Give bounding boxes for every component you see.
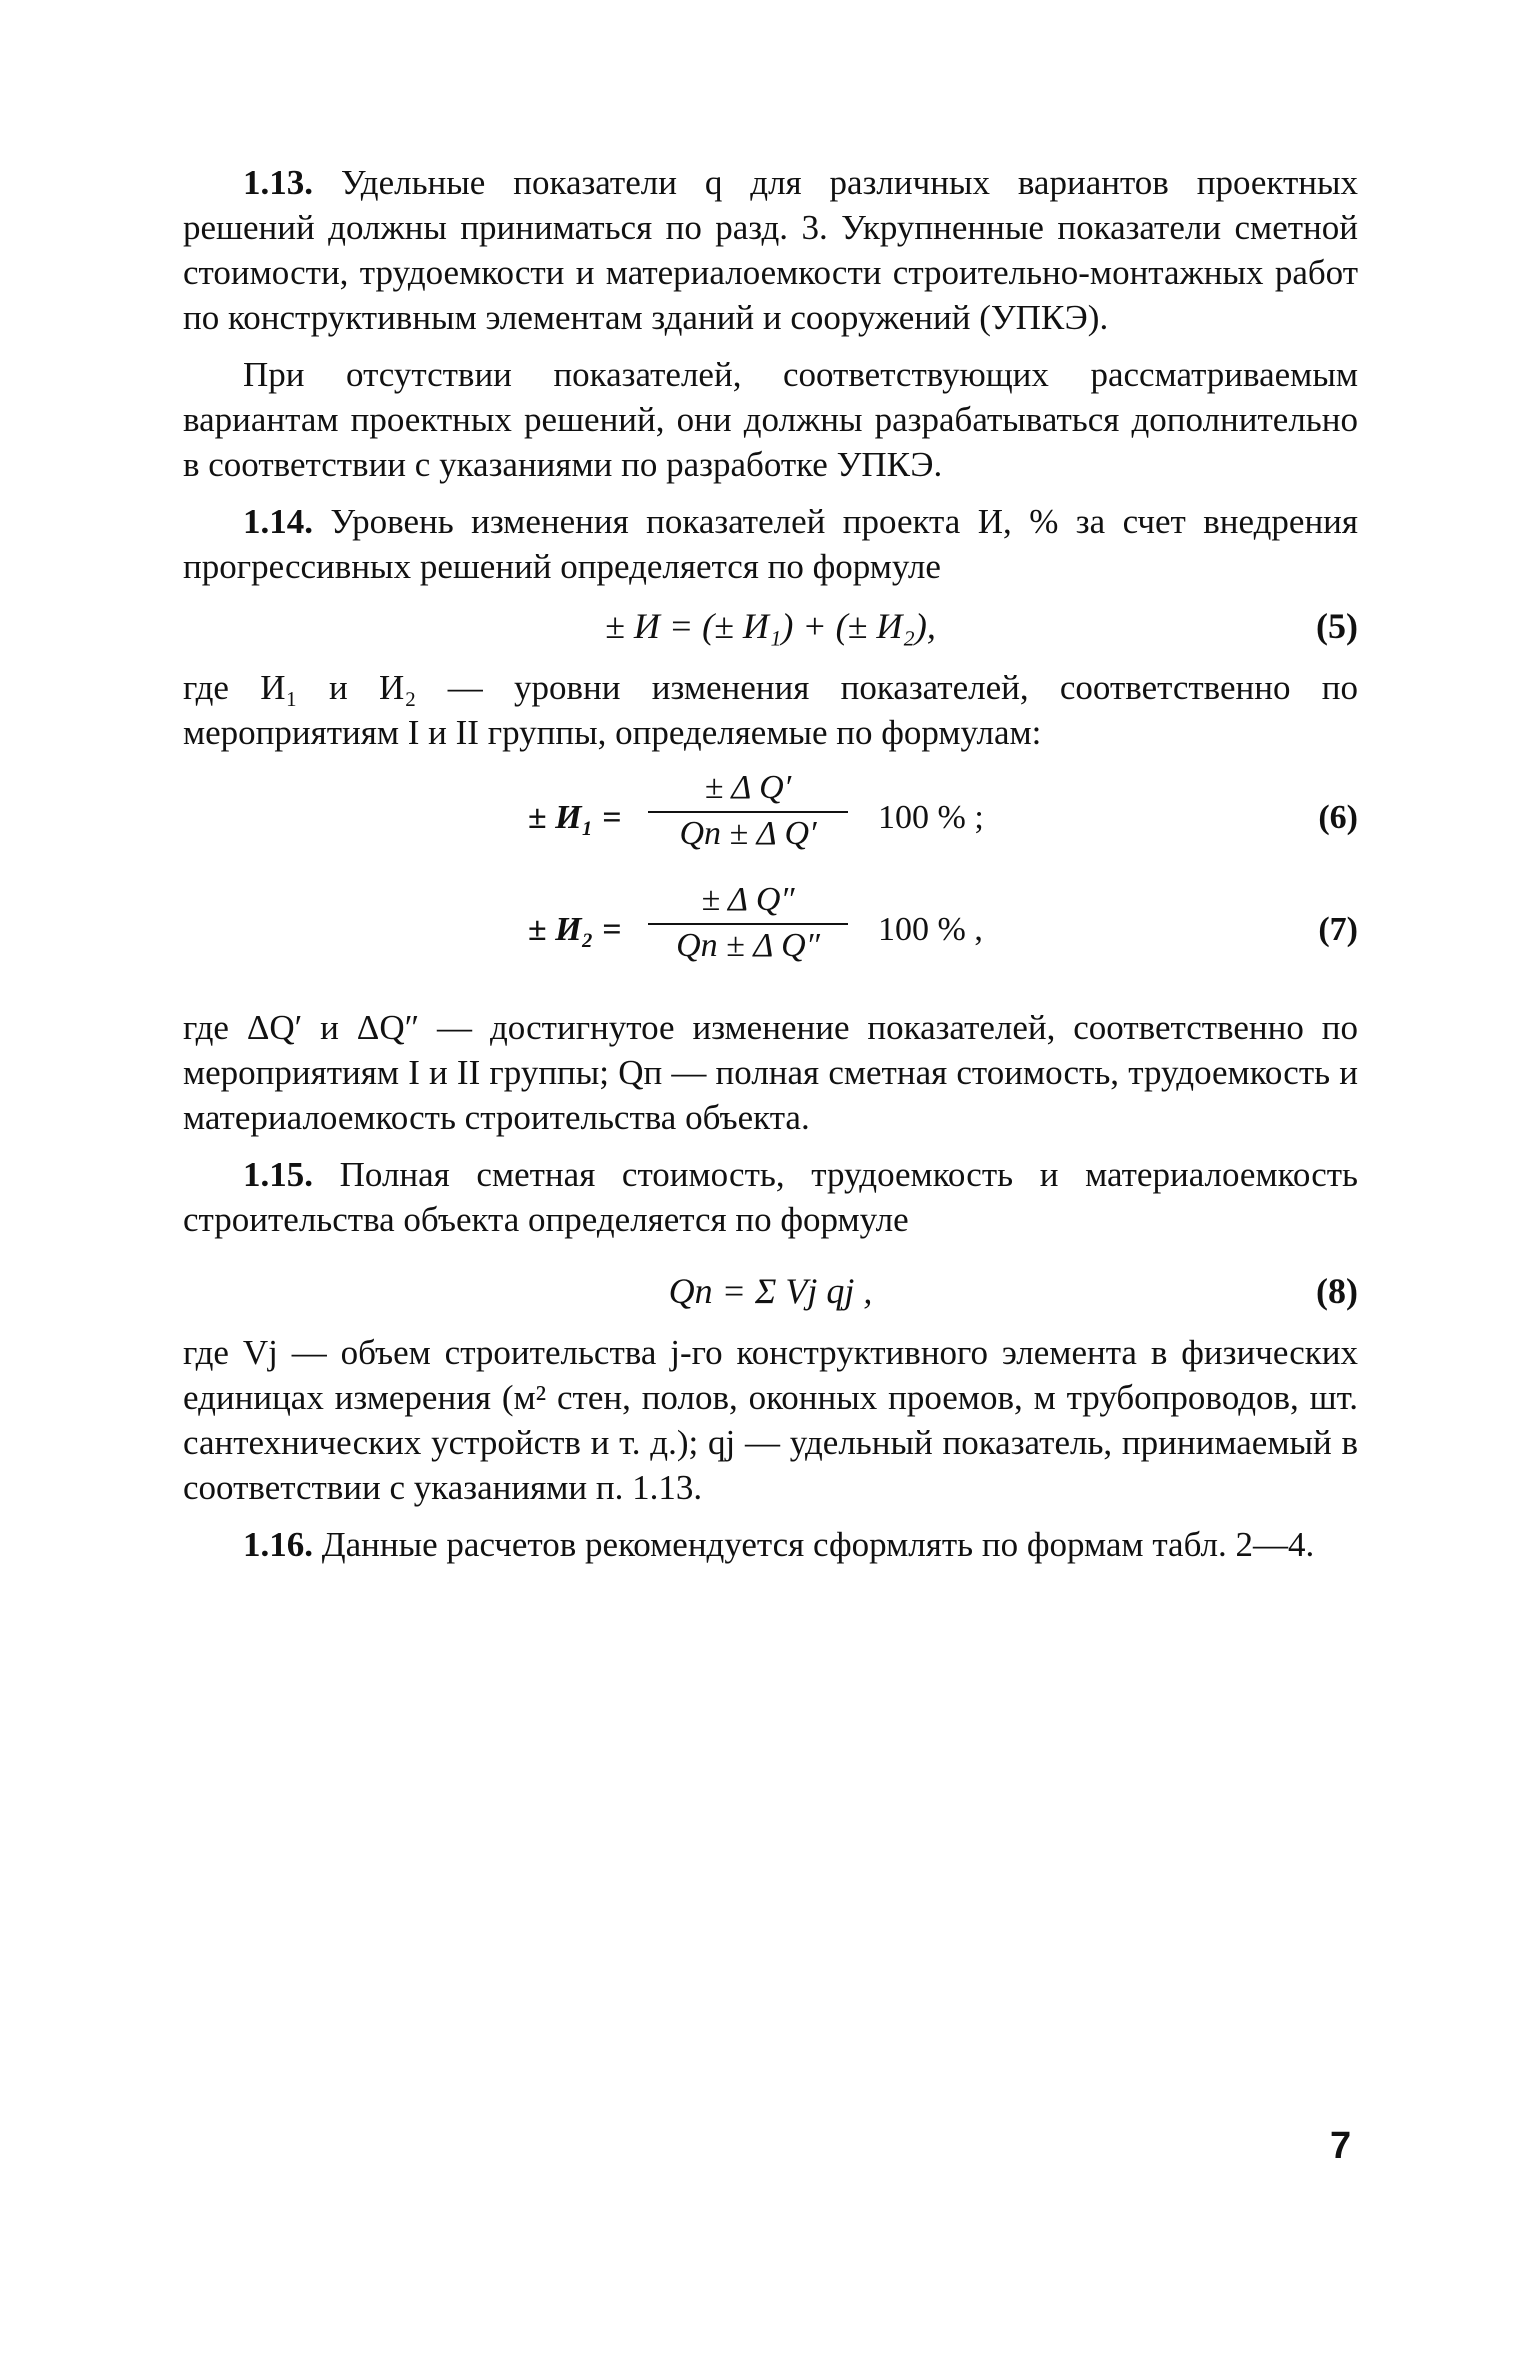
paragraph-1-13 — [183, 160, 1358, 340]
paragraph-text: Уровень изменения показателей проекта И, % за счет внедрения прогрессивных решений определяется по формуле — [183, 502, 1358, 586]
formula-expression: Qп = Σ Vj qj , — [668, 1271, 873, 1311]
fraction — [648, 881, 848, 965]
paragraph-where-8: где Vj — объем строительства j-го конструктивного элемента в физических единицах измерения (м² стен, полов, оконных проемов, м трубопроводов, шт. сантехнических устройств и т. д.); qj — удельный показатель, принимаемый в соответствии с указаниями п. 1.13. — [183, 1333, 1358, 1507]
equation-number: (5) — [1316, 606, 1358, 646]
section-number: 1.16. — [243, 1525, 313, 1564]
page-number: 7 — [1330, 2125, 1352, 2167]
formula-expression: ± И = (± И₁) + (± И₂), — [605, 606, 936, 646]
fraction-denominator: Qп ± Δ Q′ — [679, 815, 817, 852]
paragraph-where-5: где И₁ и И₂ — уровни изменения показателей, соответственно по мероприятиям I и II группы, определяемые по формулам: — [183, 668, 1358, 752]
formula-lhs: ± И₂ = — [528, 911, 622, 948]
formula-8 — [183, 1242, 1358, 1330]
section-number: 1.13. — [243, 163, 313, 202]
formula-tail: 100 % , — [878, 911, 983, 948]
section-number: 1.14. — [243, 502, 313, 541]
paragraph-text: Полная сметная стоимость, трудоемкость и материалоемкость строительства объекта определяется по формуле — [183, 1155, 1358, 1239]
fraction-numerator: ± Δ Q′ — [648, 769, 848, 813]
formula-tail: 100 % ; — [878, 799, 984, 836]
equation-number: (6) — [1318, 799, 1358, 836]
equation-number: (7) — [1318, 911, 1358, 948]
fraction-denominator: Qп ± Δ Q″ — [676, 927, 820, 964]
section-number: 1.15. — [243, 1155, 313, 1194]
document-page — [183, 160, 1358, 1567]
paragraph-text: Данные расчетов рекомендуется сформлять по формам табл. 2—4. — [313, 1525, 1315, 1564]
paragraph-1-15 — [183, 1152, 1358, 1242]
formula-6 — [183, 769, 1358, 881]
formula-7 — [183, 881, 1358, 993]
formula-lhs: ± И₁ = — [528, 799, 622, 836]
formula-5 — [183, 589, 1358, 665]
fraction-numerator: ± Δ Q″ — [648, 881, 848, 925]
paragraph-1-13-continued: При отсутствии показателей, соответствующих рассматриваемым вариантам проектных решений, они должны разрабатываться дополнительно в соответствии с указаниями по разработке УПКЭ. — [183, 355, 1358, 484]
paragraph-where-7: где ΔQ′ и ΔQ″ — достигнутое изменение показателей, соответственно по мероприятиям I и II группы; Qп — полная сметная стоимость, трудоемкость и материалоемкость строительства объекта. — [183, 1008, 1358, 1137]
paragraph-1-14 — [183, 499, 1358, 589]
paragraph-1-16 — [183, 1522, 1358, 1567]
equation-number: (8) — [1316, 1271, 1358, 1311]
paragraph-text: Удельные показатели q для различных вариантов проектных решений должны приниматься по разд. 3. Укрупненные показатели сметной стоимости, трудоемкости и материалоемкости строительно-монтажных работ по конструктивным элементам зданий и сооружений (УПКЭ). — [183, 163, 1358, 337]
fraction — [648, 769, 848, 853]
